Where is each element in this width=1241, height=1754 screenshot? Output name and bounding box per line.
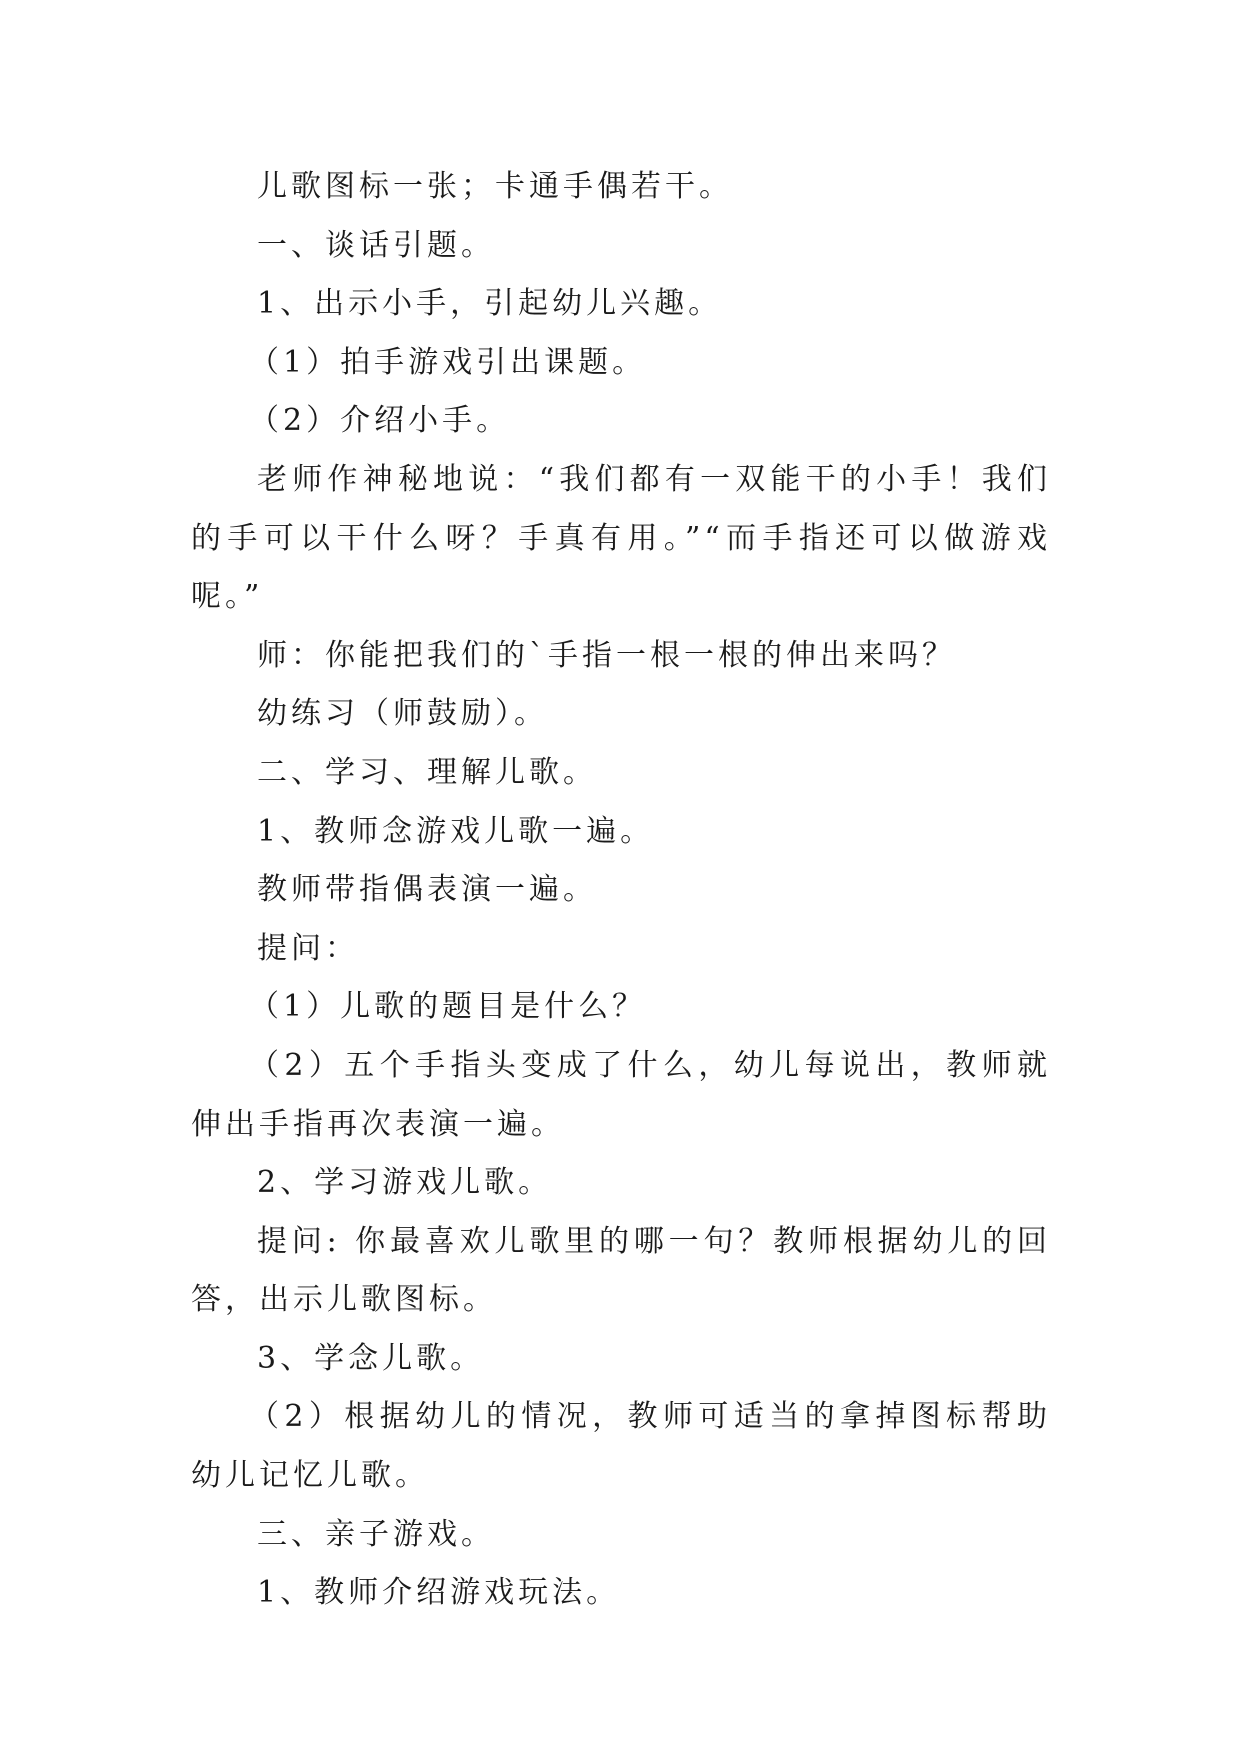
paragraph: （2）根据幼儿的情况，教师可适当的拿掉图标帮助幼儿记忆儿歌。 xyxy=(191,1399,1051,1494)
paragraph: （2）五个手指头变成了什么，幼儿每说出，教师就伸出手指再次表演一遍。 xyxy=(191,1047,1051,1142)
paragraph: 师：你能把我们的`手指一根一根的伸出来吗？ xyxy=(257,637,956,673)
paragraph: 提问: 你最喜欢儿歌里的哪一句？教师根据幼儿的回答，出示儿歌图标。 xyxy=(191,1223,1051,1318)
paragraph: 2、学习游戏儿歌。 xyxy=(257,1165,553,1201)
paragraph: 3、学念儿歌。 xyxy=(257,1340,485,1376)
section-heading: 二、学习、理解儿歌。 xyxy=(257,754,597,790)
paragraph: （1）拍手游戏引出课题。 xyxy=(249,344,647,380)
section-heading: 三、亲子游戏。 xyxy=(257,1516,495,1552)
paragraph: 提问： xyxy=(257,930,359,966)
paragraph: 1、教师念游戏儿歌一遍。 xyxy=(257,813,655,849)
paragraph: （1）儿歌的题目是什么？ xyxy=(249,989,647,1025)
document-body xyxy=(191,158,1051,1623)
paragraph: （2）介绍小手。 xyxy=(249,403,511,439)
section-heading: 一、谈话引题。 xyxy=(257,227,495,263)
paragraph: 教师带指偶表演一遍。 xyxy=(257,872,597,908)
paragraph: 老师作神秘地说：“我们都有一双能干的小手！我们的手可以干什么呀？手真有用。”“而手指还可以做游戏呢。” xyxy=(191,461,1051,615)
paragraph: 1、出示小手，引起幼儿兴趣。 xyxy=(257,286,723,322)
paragraph: 幼练习（师鼓励）。 xyxy=(257,696,548,732)
paragraph: 1、教师介绍游戏玩法。 xyxy=(257,1575,621,1611)
paragraph: 儿歌图标一张；卡通手偶若干。 xyxy=(257,169,733,204)
